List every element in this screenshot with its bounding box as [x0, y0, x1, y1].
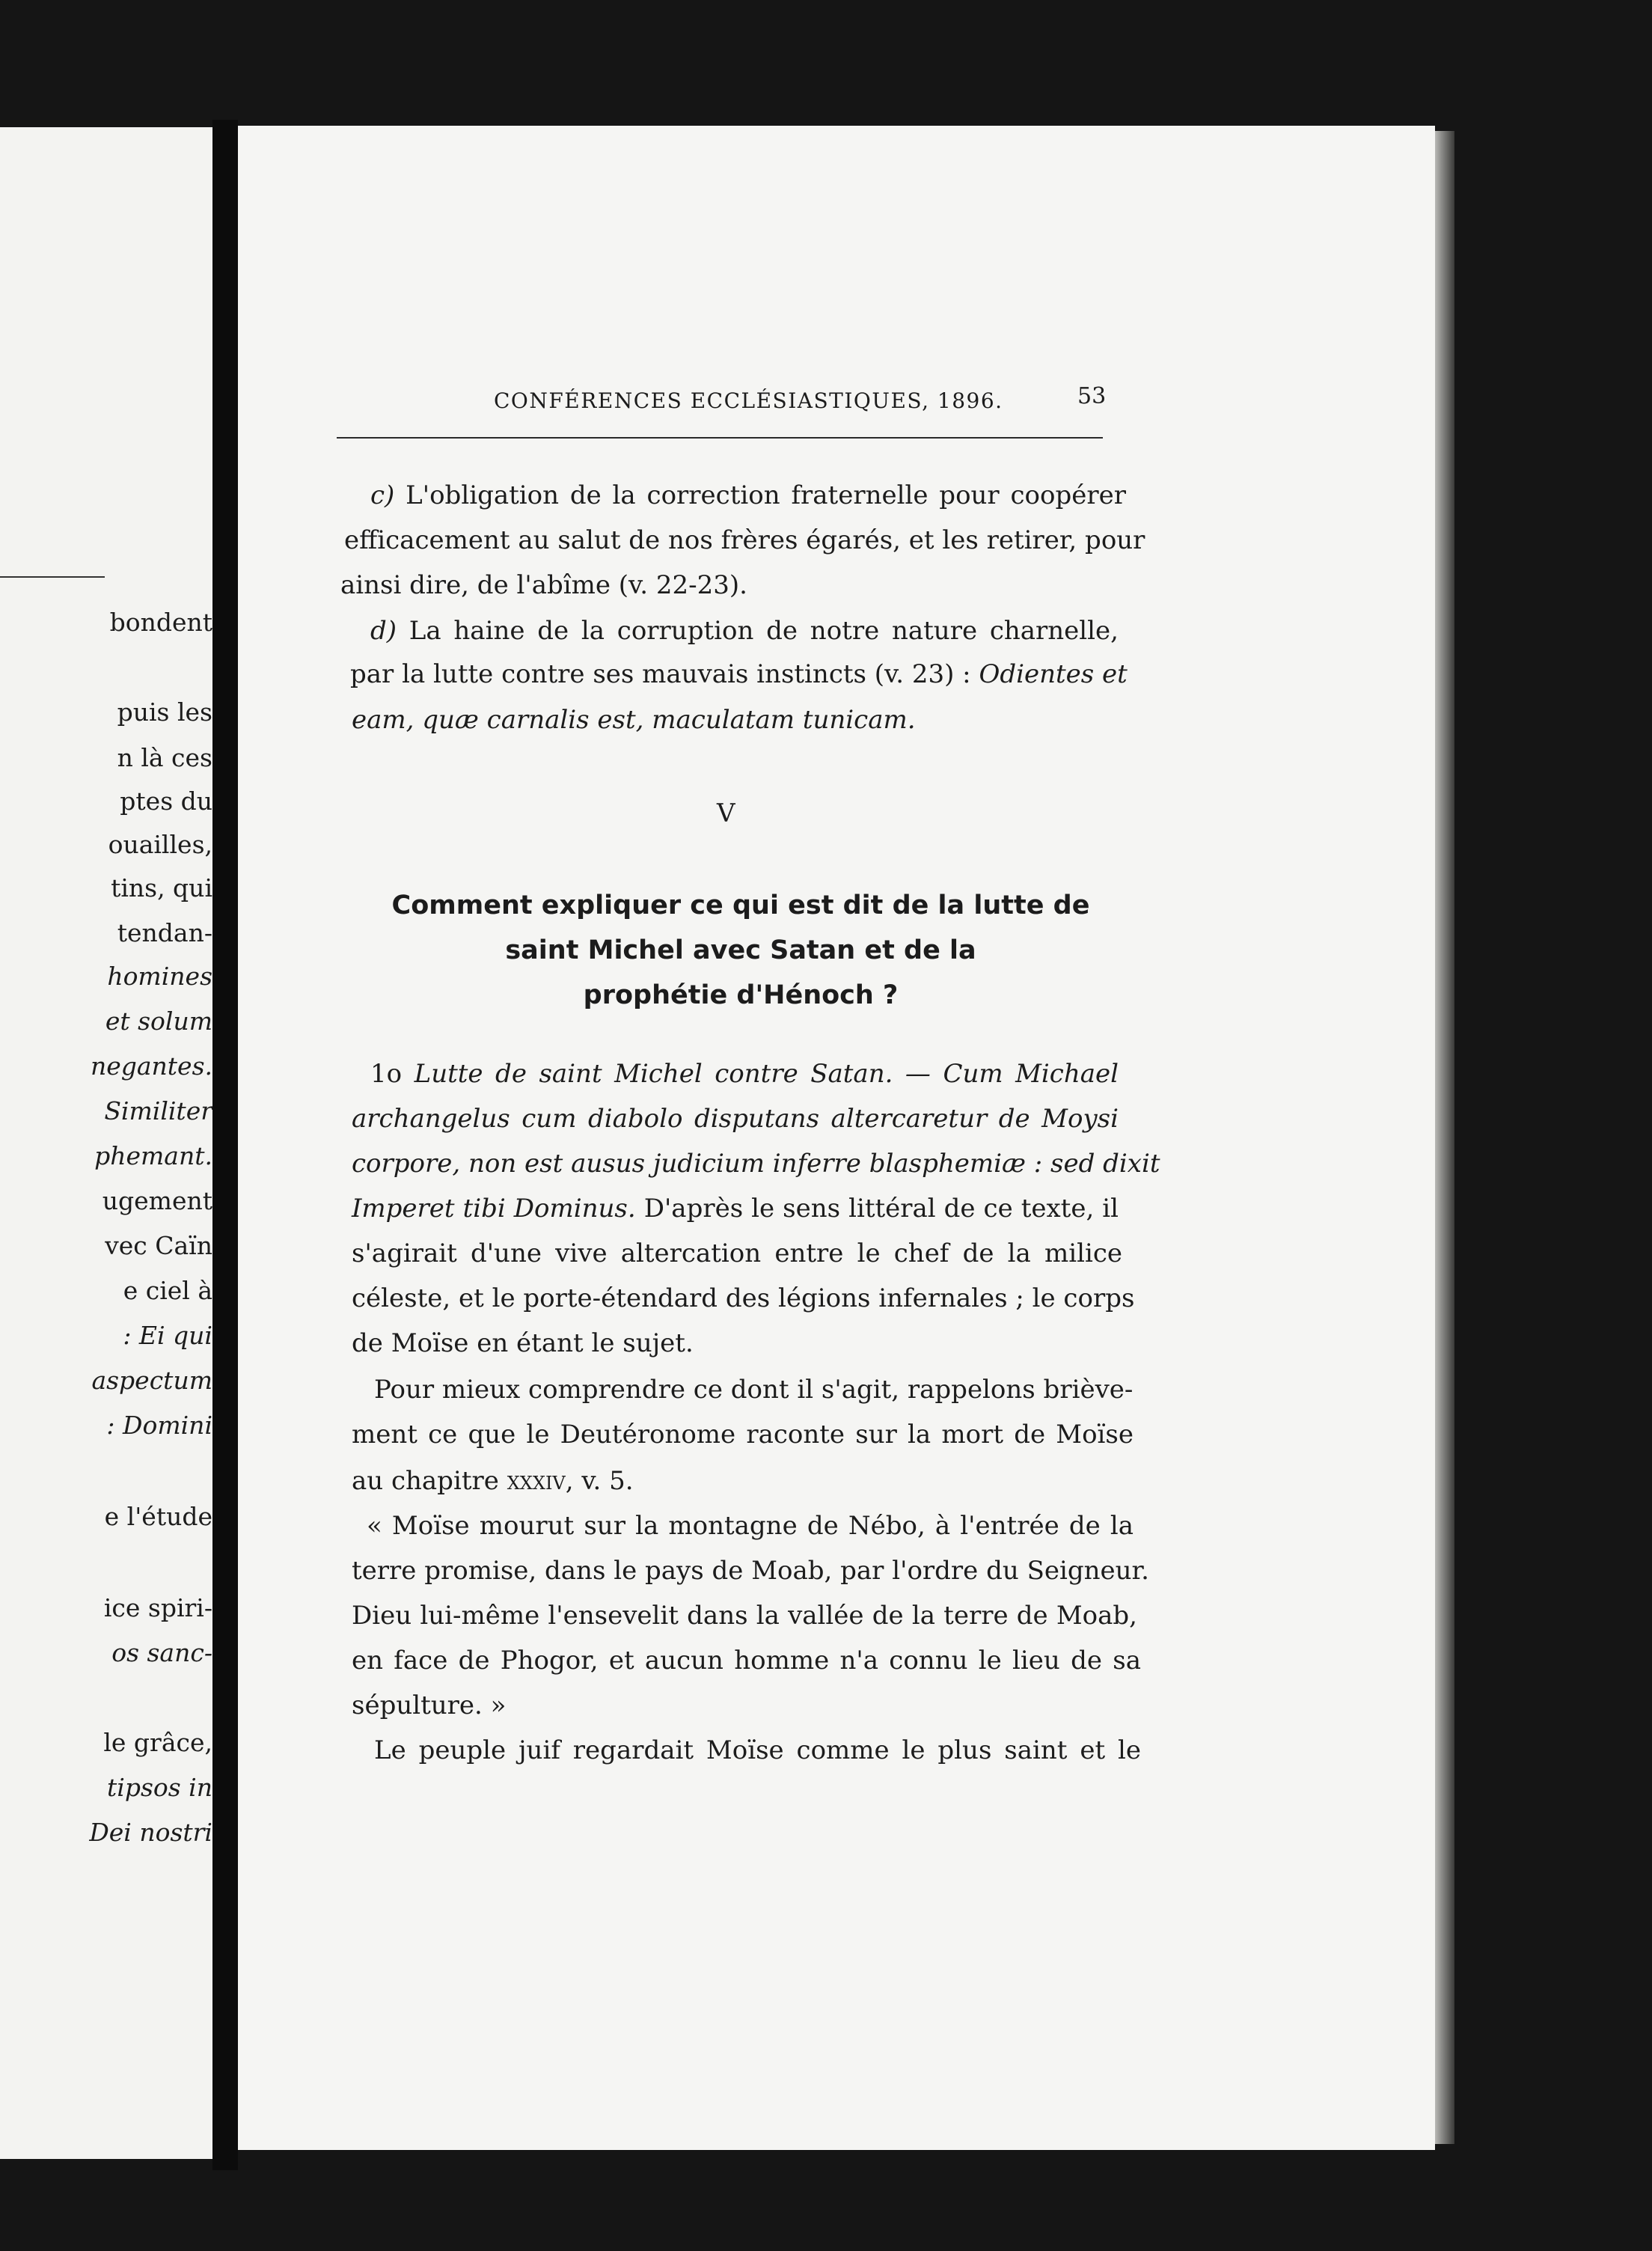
left-page-line: : Domini [106, 1411, 212, 1440]
left-page-line: tipsos in [107, 1773, 212, 1802]
text-line: Imperet tibi Dominus. D'après le sens littéral de ce texte, il [352, 1194, 1119, 1224]
text-line: s'agirait d'une vive altercation entre le chef de la milice [352, 1238, 1122, 1268]
left-page-line: le grâce, [103, 1728, 212, 1757]
left-page-line: phemant. [94, 1141, 212, 1170]
running-head: CONFÉRENCES ECCLÉSIASTIQUES, 1896. [494, 388, 1003, 413]
text-line: ment ce que le Deutéronome raconte sur la mort de Moïse [352, 1420, 1134, 1450]
left-page-line: tendan- [117, 918, 212, 947]
text-line: céleste, et le porte-étendard des légions infernales ; le corps [352, 1283, 1135, 1313]
left-page-line: : Ei qui [123, 1321, 212, 1350]
item-label: c) [370, 480, 395, 510]
item-label: d) [370, 616, 397, 646]
text-line: Pour mieux comprendre ce dont il s'agit, rappelons briève- [374, 1375, 1134, 1405]
text-line: d) La haine de la corruption de notre nature charnelle, [370, 616, 1119, 646]
section-title-line: Comment expliquer ce qui est dit de la lutte de [391, 891, 1090, 920]
text-line: efficacement au salut de nos frères égarés, et les retirer, pour [344, 525, 1145, 555]
left-page-line: aspectum [91, 1366, 212, 1395]
section-title-line: prophétie d'Hénoch ? [583, 980, 899, 1010]
left-page-line: e ciel à [123, 1276, 212, 1305]
left-page-line: puis les [117, 697, 212, 727]
text-line: c) L'obligation de la correction fraternelle pour coopérer [370, 480, 1127, 510]
text-line: Le peuple juif regardait Moïse comme le plus saint et le [374, 1735, 1141, 1765]
quote-line: terre promise, dans le pays de Moab, par l'ordre du Seigneur. [352, 1556, 1149, 1586]
section-number: V [717, 798, 735, 828]
book-gutter [212, 120, 238, 2170]
quote-line: sépulture. » [352, 1690, 507, 1720]
text-line: eam, quæ carnalis est, maculatam tunicam. [352, 705, 916, 735]
quote-line: « Moïse mourut sur la montagne de Nébo, à l'entrée de la [367, 1511, 1134, 1541]
left-page-line: ptes du [120, 787, 212, 816]
text-line: au chapitre xxxiv, v. 5. [352, 1466, 634, 1496]
text-line: de Moïse en étant le sujet. [352, 1328, 694, 1358]
text-line: 1o Lutte de saint Michel contre Satan. — Cum Michael [370, 1059, 1119, 1089]
left-page [0, 127, 212, 2159]
text-line: ainsi dire, de l'abîme (v. 22-23). [340, 570, 747, 600]
text-line: par la lutte contre ses mauvais instincts (v. 23) : Odientes et [350, 659, 1128, 689]
left-page-line: ouailles, [108, 830, 212, 859]
quote-line: Dieu lui-même l'ensevelit dans la vallée de la terre de Moab, [352, 1601, 1137, 1631]
section-title-line: saint Michel avec Satan et de la [505, 935, 976, 965]
left-page-line: tins, qui [111, 873, 212, 902]
page-number: 53 [1077, 383, 1107, 409]
text-line: archangelus cum diabolo disputans altercaretur de Moysi [352, 1104, 1119, 1134]
left-page-line: n là ces [117, 743, 212, 772]
left-page-line: Dei nostri [89, 1818, 212, 1847]
left-page-line: homines [107, 962, 212, 991]
right-page [238, 126, 1435, 2150]
left-page-line: ugement [102, 1186, 212, 1215]
text-line: corpore, non est ausus judicium inferre blasphemiæ : sed dixit [352, 1149, 1160, 1179]
left-page-line: bondent [109, 608, 212, 637]
left-page-line: ice spiri- [103, 1593, 212, 1622]
left-page-line: os sanc- [111, 1638, 212, 1667]
left-page-line: negantes. [90, 1051, 212, 1081]
left-page-line: Similiter [104, 1096, 212, 1126]
left-page-line: et solum [105, 1007, 212, 1036]
left-page-rule [0, 576, 105, 578]
left-page-line: e l'étude [104, 1502, 212, 1531]
header-rule [337, 437, 1103, 439]
quote-line: en face de Phogor, et aucun homme n'a connu le lieu de sa [352, 1646, 1141, 1676]
left-page-line: vec Caïn [105, 1231, 212, 1260]
